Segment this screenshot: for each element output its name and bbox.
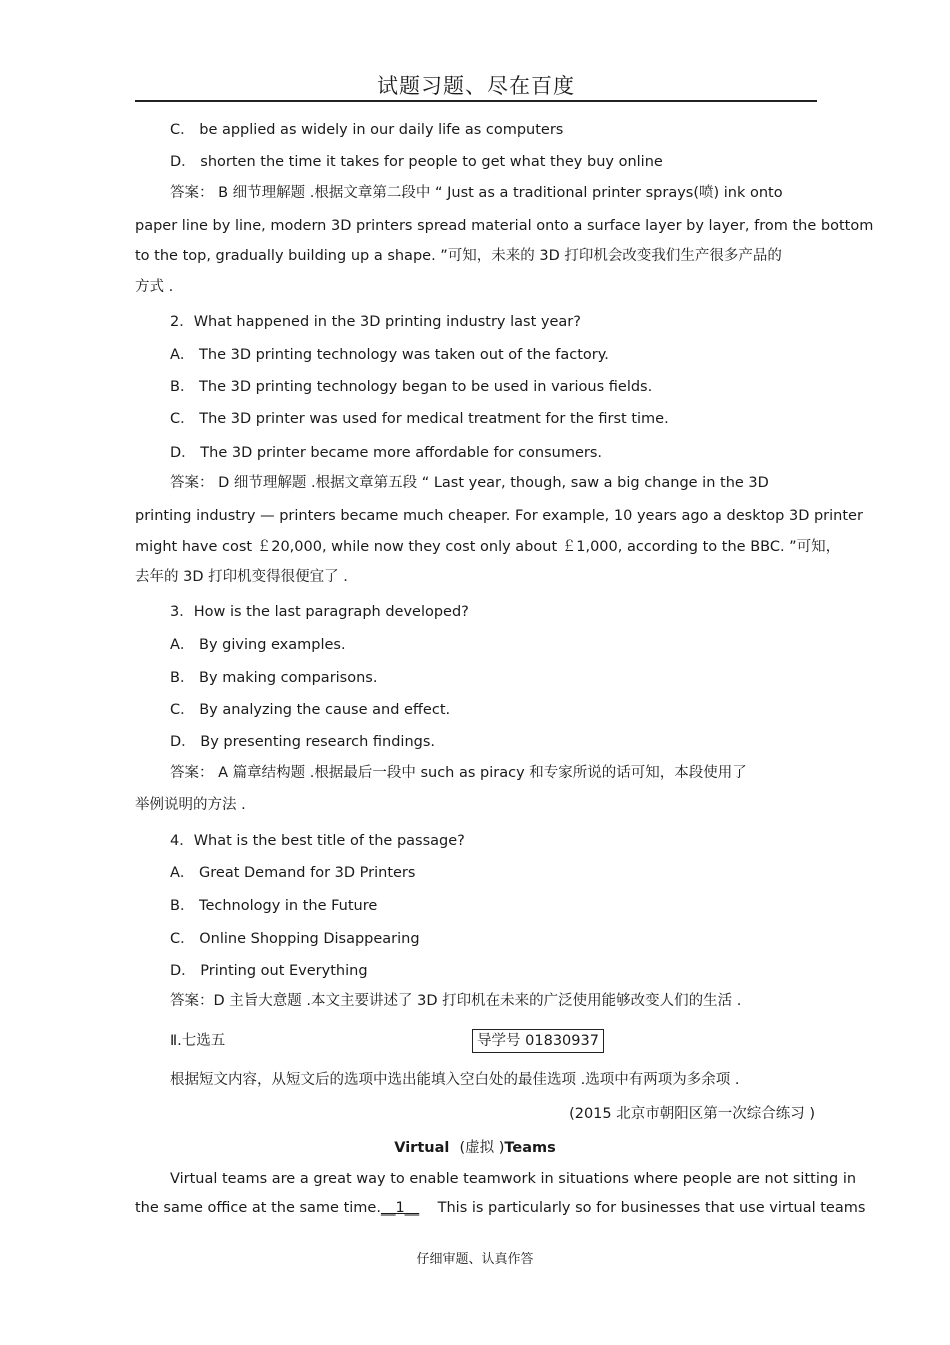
q2-option-d: D． The 3D printer became more affordable for consumers.	[170, 445, 603, 461]
section-heading: Ⅱ.七选五	[170, 1033, 226, 1049]
q1-answer-line-1: 答案： B 细节理解题 .根据文章第二段中 “ Just as a traditional printer sprays(喷) ink onto	[170, 185, 783, 201]
source-note: (2015 北京市朝阳区第一次综合练习 )	[569, 1106, 815, 1122]
passage-line-2-part-1: the same office at the same time.	[135, 1200, 381, 1216]
q3-answer-line-1: 答案： A 篇章结构题 .根据最后一段中 such as piracy 和专家所说的话可知，本段使用了	[170, 765, 747, 781]
q1-answer-line-4: 方式 .	[135, 279, 174, 295]
q4-option-c: C． Online Shopping Disappearing	[170, 931, 420, 947]
q4-option-d: D． Printing out Everything	[170, 963, 368, 979]
q4-option-b: B． Technology in the Future	[170, 898, 378, 914]
blank-1[interactable]: __1__	[380, 1200, 420, 1216]
passage-title	[135, 1138, 815, 1158]
q3-option-d: D． By presenting research findings.	[170, 734, 436, 750]
q3-option-b: B． By making comparisons.	[170, 670, 378, 686]
header-divider	[135, 100, 817, 102]
passage-line-1: Virtual teams are a great way to enable teamwork in situations where people are not sitting in	[170, 1171, 857, 1187]
q4-answer-line-1: 答案：D 主旨大意题 .本文主要讲述了 3D 打印机在未来的广泛使用能够改变人们的生活 .	[170, 993, 742, 1009]
q4-option-a: A． Great Demand for 3D Printers	[170, 865, 416, 881]
q3-question: 3．How is the last paragraph developed?	[170, 604, 469, 620]
q2-answer-line-2: printing industry — printers became much cheaper. For example, 10 years ago a desktop 3D printer	[135, 508, 863, 524]
page-footer: 仔细审题、认真作答	[416, 1252, 534, 1267]
section-instruction: 根据短文内容，从短文后的选项中选出能填入空白处的最佳选项 .选项中有两项为多余项 .	[170, 1072, 740, 1088]
q4-question: 4．What is the best title of the passage?	[170, 833, 465, 849]
passage-line-2-part-2: This is particularly so for businesses that use virtual teams	[419, 1200, 866, 1216]
q2-question: 2．What happened in the 3D printing industry last year?	[170, 314, 581, 330]
q3-option-c: C． By analyzing the cause and effect.	[170, 702, 451, 718]
guide-number-box: 导学号 01830937	[472, 1029, 604, 1053]
q2-option-a: A． The 3D printing technology was taken out of the factory.	[170, 347, 609, 363]
q3-answer-line-2: 举例说明的方法 .	[135, 797, 246, 813]
q1-option-d: D． shorten the time it takes for people to get what they buy online	[170, 154, 663, 170]
q2-answer-line-1: 答案： D 细节理解题 .根据文章第五段 “ Last year, though, saw a big change in the 3D	[170, 475, 769, 491]
q1-answer-line-3: to the top, gradually building up a shape. ”可知，未来的 3D 打印机会改变我们生产很多产品的	[135, 248, 782, 264]
q2-option-b: B． The 3D printing technology began to be used in various fields.	[170, 379, 653, 395]
page-header-title: 试题习题、尽在百度	[377, 74, 575, 98]
passage-line-2	[135, 1198, 866, 1218]
passage-title-part-1: Virtual	[394, 1140, 450, 1156]
q1-option-c: C． be applied as widely in our daily life as computers	[170, 122, 564, 138]
q2-option-c: C． The 3D printer was used for medical treatment for the first time.	[170, 411, 669, 427]
q3-option-a: A． By giving examples.	[170, 637, 346, 653]
q2-answer-line-4: 去年的 3D 打印机变得很便宜了 .	[135, 569, 348, 585]
q2-answer-line-3: might have cost ￡20,000, while now they cost only about ￡1,000, according to the BBC. ”可知，	[135, 539, 841, 555]
passage-title-part-2: (虚拟 )	[459, 1140, 505, 1156]
q1-answer-line-2: paper line by line, modern 3D printers spread material onto a surface layer by layer, from the bottom	[135, 218, 874, 234]
passage-title-part-3: Teams	[504, 1140, 556, 1156]
